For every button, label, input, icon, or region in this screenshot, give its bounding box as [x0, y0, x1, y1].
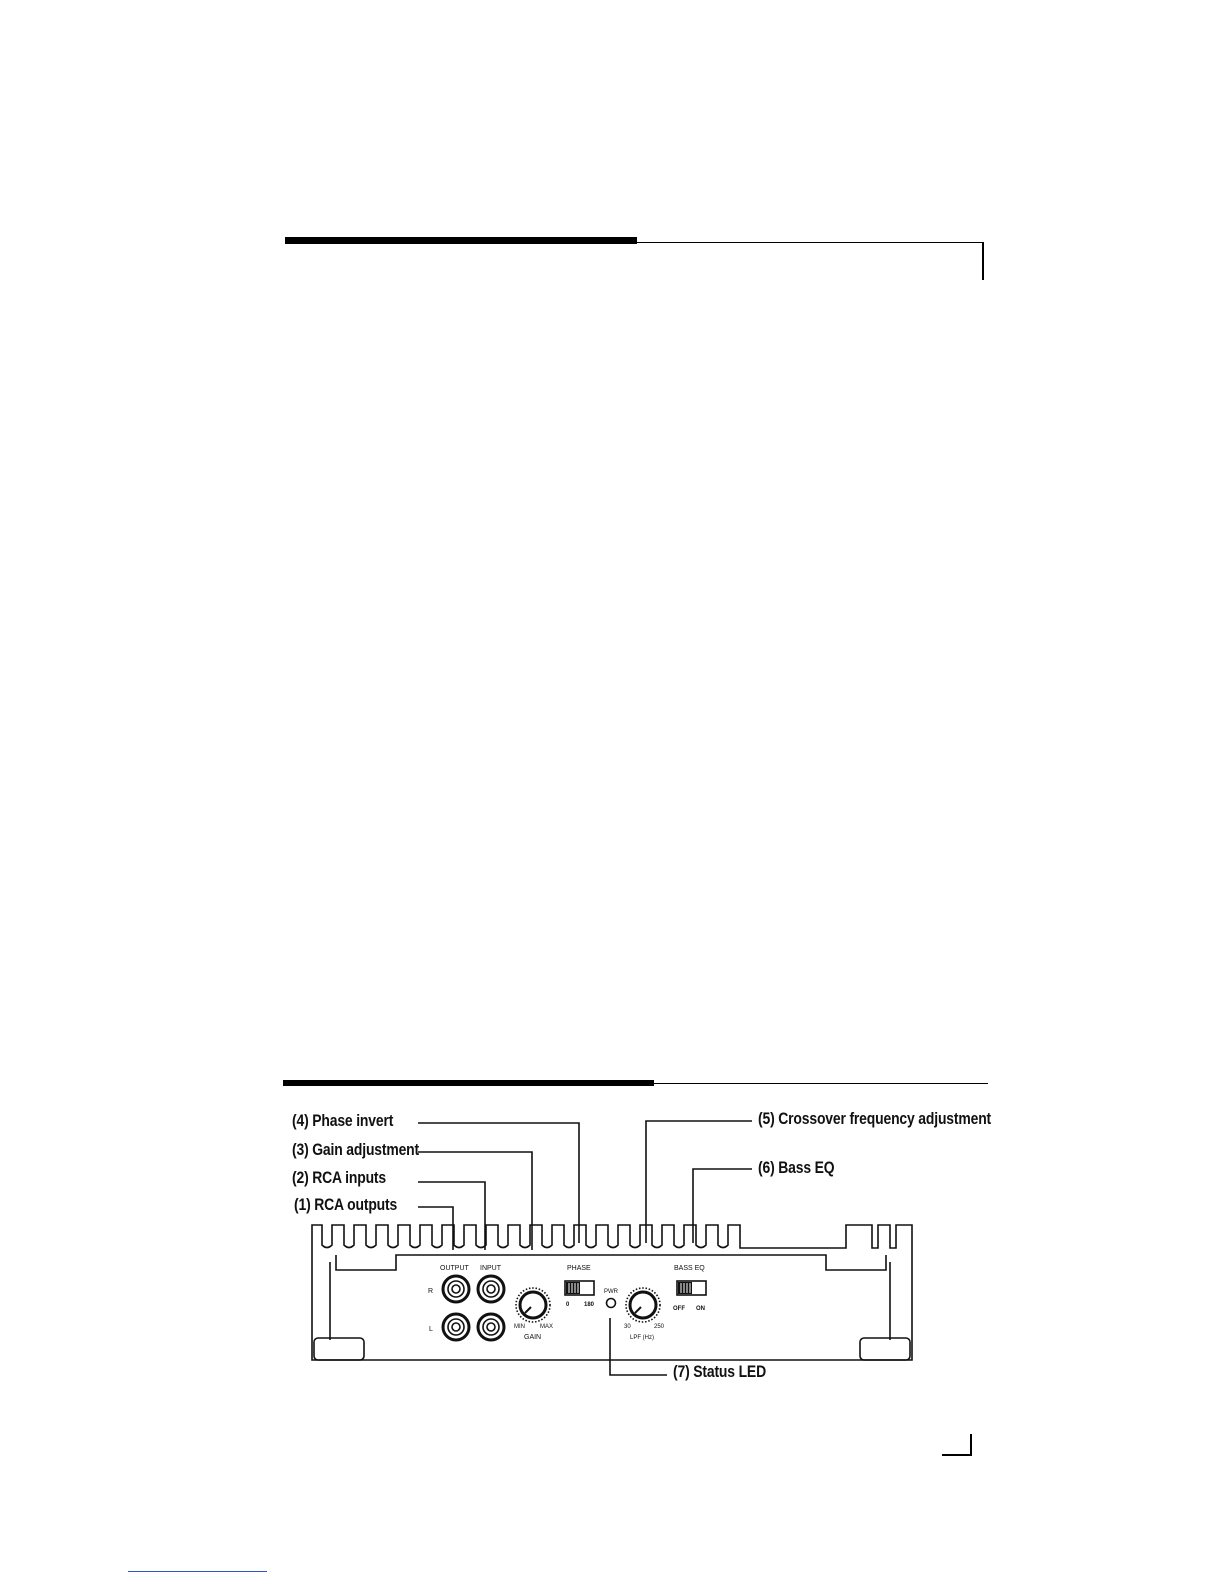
- lpf-knob: [626, 1288, 660, 1322]
- foot-right: [860, 1338, 910, 1360]
- gain-knob: [516, 1288, 550, 1322]
- page-corner-mark-vertical: [970, 1434, 972, 1456]
- label-lpf: LPF (Hz): [630, 1335, 654, 1341]
- label-pwr: PWR: [604, 1289, 618, 1295]
- label-basseq: BASS EQ: [674, 1265, 705, 1272]
- label-output: OUTPUT: [440, 1265, 469, 1272]
- label-input: INPUT: [480, 1265, 501, 1272]
- page-corner-mark-horizontal: [942, 1454, 972, 1456]
- leader-basseq: [693, 1169, 752, 1243]
- callout-status-led: (7) Status LED: [673, 1362, 766, 1381]
- leader-outputs: [418, 1207, 453, 1250]
- label-phase: PHASE: [567, 1265, 591, 1272]
- callout-phase-invert: (4) Phase invert: [292, 1111, 394, 1130]
- label-phase-180: 180: [584, 1302, 595, 1308]
- callout-bass-eq: (6) Bass EQ: [758, 1158, 835, 1177]
- rca-output-l: [443, 1314, 469, 1340]
- rca-input-r: [478, 1276, 504, 1302]
- status-led-icon: [607, 1299, 616, 1308]
- label-max: MAX: [540, 1324, 554, 1330]
- callout-crossover: (5) Crossover frequency adjustment: [758, 1109, 992, 1128]
- footer-link-underline[interactable]: [128, 1571, 267, 1572]
- label-off: OFF: [673, 1306, 685, 1312]
- rca-output-r: [443, 1276, 469, 1302]
- leader-inputs: [418, 1182, 485, 1250]
- callout-rca-outputs: (1) RCA outputs: [294, 1195, 398, 1214]
- label-gain: GAIN: [524, 1334, 542, 1341]
- label-lpf-250: 250: [654, 1324, 665, 1330]
- label-min: MIN: [514, 1324, 525, 1330]
- label-r: R: [428, 1288, 434, 1295]
- label-l: L: [429, 1326, 433, 1333]
- inner-panel: [336, 1255, 886, 1270]
- label-lpf-30: 30: [624, 1324, 631, 1330]
- callout-gain-adjustment: (3) Gain adjustment: [292, 1140, 420, 1159]
- label-phase-0: 0: [566, 1302, 570, 1308]
- rca-input-l: [478, 1314, 504, 1340]
- label-on: ON: [696, 1306, 705, 1312]
- callout-rca-inputs: (2) RCA inputs: [292, 1168, 386, 1187]
- foot-left: [314, 1338, 364, 1360]
- leader-gain: [418, 1152, 532, 1250]
